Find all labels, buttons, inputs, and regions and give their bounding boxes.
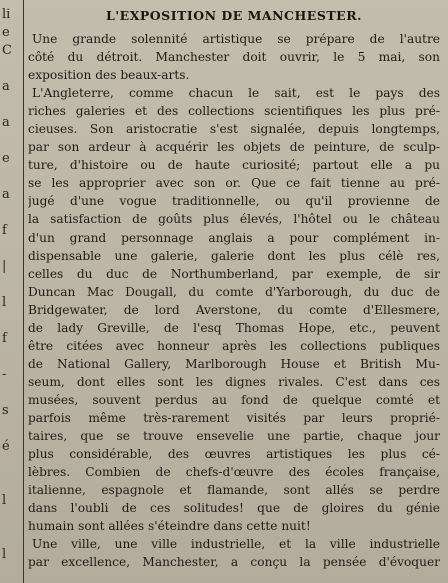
text-line: par excellence, Manchester, a conçu la pensée d'évoquer xyxy=(28,555,440,570)
text-line: lèbres. Combien de chefs-d'œuvre des écoles française, xyxy=(28,465,440,480)
text-line: taires, que se trouve ensevelie une partie, chaque jour xyxy=(28,429,440,444)
text-line: italienne, espagnole et flamande, sont allés se perdre xyxy=(28,483,440,498)
article-title: L'EXPOSITION DE MANCHESTER. xyxy=(106,8,362,23)
text-line: Duncan Mac Dougall, du comte d'Yarborough, du duc de xyxy=(28,284,440,299)
gutter-fragment: é xyxy=(2,439,10,454)
text-line: seum, dont elles sont les dignes rivales. C'est dans ces xyxy=(28,374,440,389)
text-line: Une ville, une ville industrielle, et la ville industrielle xyxy=(32,537,440,552)
text-line: Bridgewater, de lord Averstone, du comte d'Ellesmere, xyxy=(28,302,440,317)
gutter-fragment: l xyxy=(2,547,7,562)
gutter-fragment: | xyxy=(2,259,7,274)
text-line: dispensable une galerie, galerie dont les plus célè res, xyxy=(28,248,440,263)
text-line: Une grande solennité artistique se prépare de l'autre xyxy=(32,32,440,46)
text-line: de National Gallery, Marlborough House et British Mu- xyxy=(28,356,440,371)
text-line: humain sont allées s'éteindre dans cette nuit! xyxy=(28,519,311,534)
text-line: d'un grand personnage anglais a pour complément in- xyxy=(28,230,440,245)
gutter-fragment: l xyxy=(2,295,7,310)
text-line: musées, souvent perdus au fond de quelque comté et xyxy=(28,392,440,407)
gutter-fragment: l xyxy=(2,493,7,508)
gutter-fragment: f xyxy=(2,331,7,346)
text-line: se les approprier avec son or. Que ce fait tienne au pré- xyxy=(28,176,440,191)
text-line: être citées avec honneur après les collections publiques xyxy=(28,338,440,353)
gutter-fragment: - xyxy=(2,367,7,382)
text-line: la satisfaction de goûts plus élevés, l'hôtel ou le château xyxy=(28,212,440,227)
gutter-fragment: li xyxy=(2,7,11,22)
gutter-fragment: a xyxy=(2,115,10,130)
gutter-fragment: C xyxy=(2,43,12,58)
text-line: parfois même très-rarement visités par leurs proprié- xyxy=(28,410,440,425)
gutter-fragment: e xyxy=(2,25,10,40)
text-line: plus considérable, des œuvres artistiques les plus cé- xyxy=(28,447,440,462)
text-line: par son ardeur à acquérir les objets de peinture, de sculp- xyxy=(28,140,440,155)
text-line: exposition des beaux-arts. xyxy=(28,68,190,83)
text-line: côté du détroit. Manchester doit ouvrir, le 5 mai, son xyxy=(28,50,440,65)
text-line: de lady Greville, de l'esq Thomas Hope, etc., peuvent xyxy=(28,320,440,335)
gutter-fragment: f xyxy=(2,223,7,238)
text-line: riches galeries et des collections scientifiques les plus pré- xyxy=(28,104,440,119)
text-line: ture, d'histoire ou de haute curiosité; partout elle a pu xyxy=(28,158,440,173)
text-line: dans l'oubli de ces solitudes! que de gloires du génie xyxy=(28,501,440,516)
text-line: jugé d'une vogue traditionnelle, ou qu'il provienne de xyxy=(28,194,440,209)
text-line: L'Angleterre, comme chacun le sait, est le pays des xyxy=(32,86,440,101)
left-column-edge xyxy=(0,0,24,583)
gutter-fragment: e xyxy=(2,151,10,166)
gutter-fragment: s xyxy=(2,403,9,418)
text-line: celles du duc de Northumberland, par exemple, de sir xyxy=(28,266,440,281)
article-body xyxy=(28,30,440,571)
article-column xyxy=(28,0,440,583)
text-line: cieuses. Son aristocratie s'est signalée, depuis longtemps, xyxy=(28,122,440,137)
gutter-fragment: a xyxy=(2,187,10,202)
gutter-fragment: a xyxy=(2,79,10,94)
